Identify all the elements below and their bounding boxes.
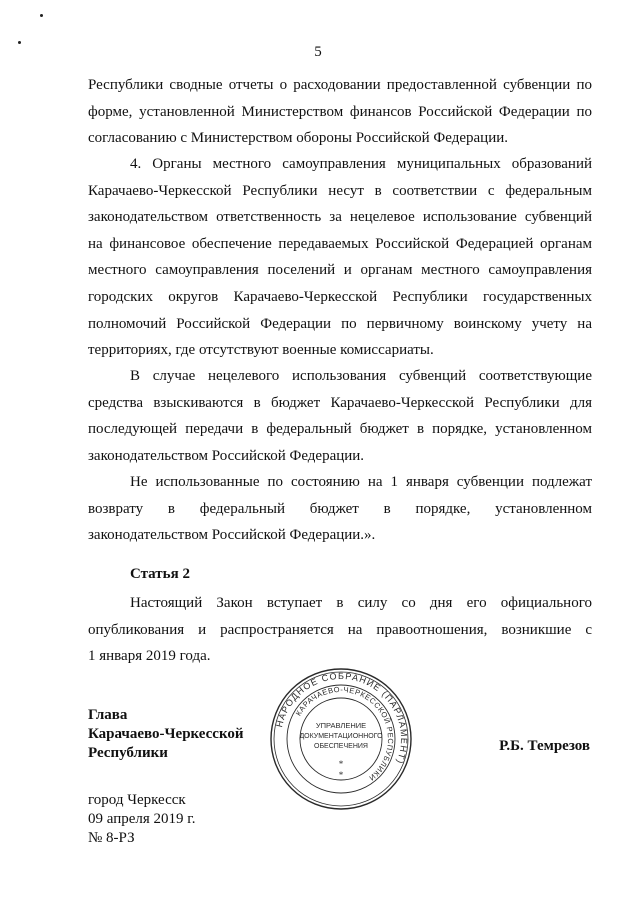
text-line: согласованию с Министерством обороны Российской Федерации. xyxy=(88,130,508,147)
seal-star-icon: * xyxy=(338,770,344,780)
text-line: В случае нецелевого использования субвенций соответствующие xyxy=(130,368,592,384)
signatory-title-line: Республики xyxy=(88,745,168,761)
document-footer xyxy=(88,791,196,848)
text-line: полномочий Российской Федерации по первичному воинскому учету на xyxy=(88,315,592,332)
page-number: 5 xyxy=(314,44,322,60)
paragraph-2 xyxy=(88,151,592,364)
text-line: 1 января 2019 года. xyxy=(88,648,211,665)
text-line: местного самоуправления поселений и органам местного самоуправления xyxy=(88,262,592,279)
signatory-title xyxy=(88,706,244,763)
official-seal-stamp xyxy=(266,664,416,814)
text-line: 4. Органы местного самоуправления муниципальных образований xyxy=(130,156,592,172)
paragraph-3 xyxy=(88,363,592,469)
text-line: Настоящий Закон вступает в силу со дня его официального xyxy=(130,595,592,611)
city-line: город Черкесск xyxy=(88,792,186,808)
seal-center-line: ДОКУМЕНТАЦИОННОГО xyxy=(299,733,383,740)
text-line: на финансовое обеспечение передаваемых Российской Федерацией органам xyxy=(88,235,592,252)
paragraph-4 xyxy=(88,469,592,549)
seal-center-line: УПРАВЛЕНИЕ xyxy=(315,721,367,730)
law-number: № 8-РЗ xyxy=(88,830,135,846)
text-line: опубликования и распространяется на правоотношения, возникшие с xyxy=(88,621,592,638)
text-line: возврату в федеральный бюджет в порядке, установленном xyxy=(88,500,592,517)
text-line: Карачаево-Черкесской Республики несут в соответствии с федеральным xyxy=(88,182,592,199)
text-line: законодательством Российской Федерации. xyxy=(88,447,365,464)
scan-speck xyxy=(40,14,43,17)
seal-star-icon: * xyxy=(338,759,344,769)
text-line: форме, установленной Министерством финансов Российской Федерации по xyxy=(88,103,592,120)
signatory-name: Р.Б. Темрезов xyxy=(499,738,590,754)
signatory-title-line: Карачаево-Черкесской xyxy=(88,726,244,742)
text-line: городских округов Карачаево-Черкесской Республики государственных xyxy=(88,288,592,305)
text-line: Республики сводные отчеты о расходовании предоставленной субвенции по xyxy=(88,77,592,93)
text-line: законодательством ответственность за нецелевое использование субвенций xyxy=(88,209,592,226)
text-line: средства взыскиваются в бюджет Карачаево-Черкесской Республики для xyxy=(88,394,592,411)
signatory-title-line: Глава xyxy=(88,707,128,723)
article-paragraph xyxy=(88,590,592,670)
text-line: территориях, где отсутствуют военные комиссариаты. xyxy=(88,342,434,359)
seal-inner-text: КАРАЧАЕВО-ЧЕРКЕССКОЙ РЕСПУБЛИКИ xyxy=(293,684,396,783)
paragraph-1 xyxy=(88,72,592,152)
text-line: законодательством Российской Федерации.». xyxy=(88,527,376,544)
text-line: последующей передачи в федеральный бюджет в порядке, установленном xyxy=(88,421,592,438)
article-heading: Статья 2 xyxy=(130,566,190,582)
date-line: 09 апреля 2019 г. xyxy=(88,811,196,827)
seal-center-line: ОБЕСПЕЧЕНИЯ xyxy=(314,743,368,750)
seal-outer-text: НАРОДНОЕ СОБРАНИЕ (ПАРЛАМЕНТ) xyxy=(274,670,410,766)
text-line: Не использованные по состоянию на 1 января субвенции подлежат xyxy=(130,474,592,490)
